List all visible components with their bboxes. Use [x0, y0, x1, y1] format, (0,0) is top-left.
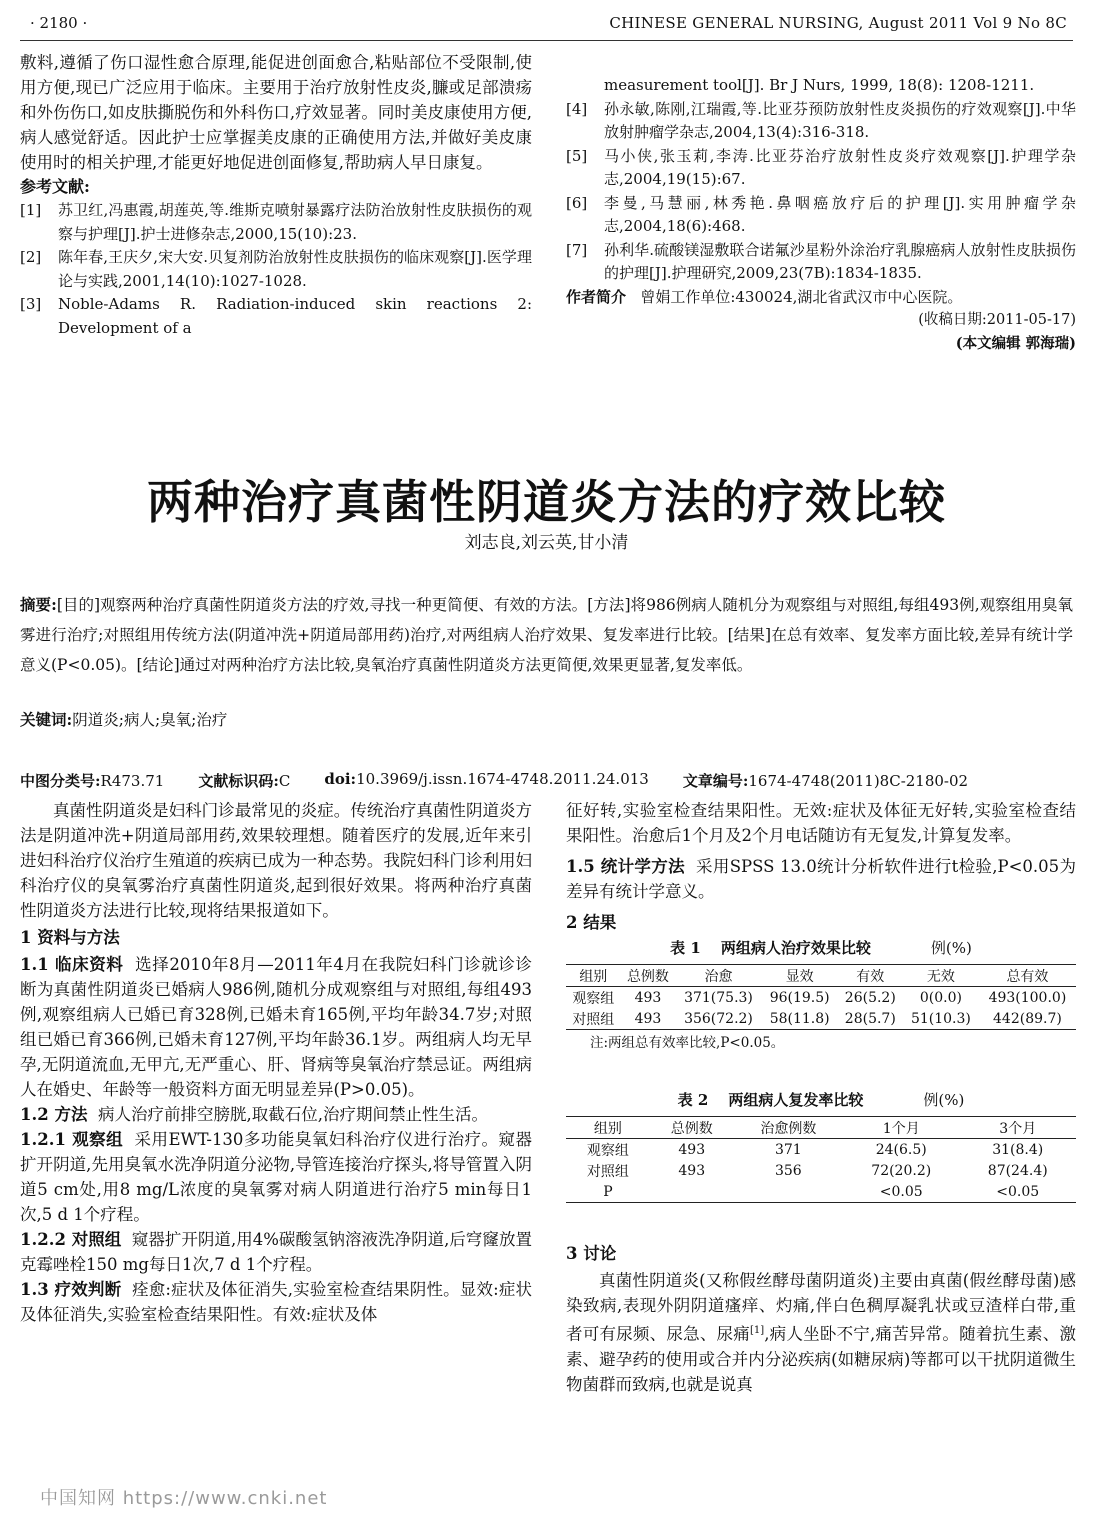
table-1-cell: 51(10.3)	[910, 1010, 971, 1027]
table-1-row	[566, 1008, 1076, 1030]
table-2-cell: 493	[678, 1162, 706, 1179]
table-2-caption: 表 2 两组病人复发率比较 例(%)	[677, 1091, 965, 1109]
table-2-cell: P	[603, 1183, 613, 1200]
section-2-heading: 2 结果	[566, 913, 617, 932]
prev-article-left	[20, 50, 532, 340]
table-2-cell: 24(6.5)	[875, 1141, 927, 1158]
keywords-label: 关键词:	[20, 710, 73, 729]
table-2-header-cell: 总例数	[670, 1120, 713, 1137]
abstract-text: [目的]观察两种治疗真菌性阴道炎方法的疗效,寻找一种更简便、有效的方法。[方法]将986例病人随机分为观察组与对照组,每组493例,观察组用臭氧雾进行治疗;对照组用传统方法(阴道冲洗+阴道局部用药)治疗,对两组病人治疗效果、复发率进行比较。[结果]在总有效率、复发率方面比较,差异有统计学意义(P<0.05)。[结论]通过对两种治疗方法比较,臭氧治疗真菌性阴道炎方法更简便,效果更显著,复发率低。	[20, 596, 1073, 674]
table-2-cell: 356	[774, 1162, 802, 1179]
doi: doi:10.3969/j.issn.1674-4748.2011.24.013	[324, 770, 649, 788]
ref-3-continued: measurement tool[J]. Br J Nurs, 1999, 18(8): 1208-1211.	[604, 76, 1035, 94]
reference-item: [3] Noble-Adams R. Radiation-induced skin reactions 2: Development of a	[20, 295, 532, 337]
table-2-cell: 72(20.2)	[871, 1162, 932, 1179]
table-1-header-cell: 无效	[926, 968, 955, 985]
abstract	[20, 590, 1073, 680]
table-2-cell: 371	[774, 1141, 802, 1158]
cnki-watermark: 中国知网 https://www.cnki.net	[40, 1488, 328, 1509]
table-1-cell: 58(11.8)	[769, 1010, 830, 1027]
table-2-header-cell: 1个月	[882, 1120, 920, 1137]
table-1-header-cell: 显效	[785, 968, 814, 985]
table-1-header-cell: 总例数	[626, 968, 669, 985]
editor-note: (本文编辑 郭海瑞)	[955, 334, 1076, 352]
table-1-cell: 0(0.0)	[919, 989, 962, 1006]
reference-item: [4] 孙永敏,陈刚,江瑞霞,等.比亚芬预防放射性皮炎损伤的疗效观察[J].中华放射肿瘤学杂志,2004,13(4):316-318.	[566, 99, 1076, 141]
doc-code: 文献标识码:C	[198, 772, 291, 790]
author-bio	[566, 286, 1076, 309]
table-1-header-cell: 组别	[579, 968, 608, 985]
table-1-header-cell: 有效	[856, 968, 885, 985]
discussion-paragraph: 真菌性阴道炎(又称假丝酵母菌阴道炎)主要由真菌(假丝酵母菌)感染致病,表现外阴阴道瘙痒、灼痛,伴白色稠厚凝乳状或豆渣样白带,重者可有尿频、尿急、尿痛[1],病人坐卧不宁,痛苦异常。随着抗生素、激素、避孕药的使用或合并内分泌疾病(如糖尿病)等都可以干扰阴道微生物菌群而致病,也就是说真	[566, 1271, 1077, 1394]
table-2-cell: 87(24.4)	[987, 1162, 1048, 1179]
table-2-row	[566, 1160, 1076, 1181]
table-2	[566, 1089, 1076, 1203]
table-2-cell: <0.05	[879, 1183, 923, 1200]
refs-right	[566, 98, 1076, 286]
table-2-row	[566, 1181, 1076, 1203]
reference-item: [6] 李曼,马慧丽,林秀艳.鼻咽癌放疗后的护理[J].实用肿瘤学杂志,2004,18(6):468.	[566, 193, 1076, 235]
table-1-caption: 表 1 两组病人治疗效果比较 例(%)	[670, 939, 972, 957]
article-number: 文章编号:1674-4748(2011)8C-2180-02	[682, 772, 969, 790]
header-rule	[20, 40, 1073, 41]
refs-left	[20, 199, 532, 340]
abstract-label: 摘要:	[20, 595, 57, 614]
journal-header: CHINESE GENERAL NURSING, August 2011 Vol 9 No 8C	[609, 14, 1067, 32]
page-number: · 2180 ·	[30, 14, 88, 32]
table-1-row	[566, 987, 1076, 1009]
table-2-header-cell: 组别	[593, 1120, 622, 1137]
table-1-header-cell: 总有效	[1006, 968, 1049, 985]
table-2-cell: 31(8.4)	[992, 1141, 1044, 1158]
section-1-2-1: 1.2.1 观察组 采用EWT-130多功能臭氧妇科治疗仪进行治疗。窥器扩开阴道,先用臭氧水洗净阴道分泌物,导管连接治疗探头,将导管置入阴道5 cm处,用8 mg/L浓度的臭氧雾对病人阴道进行治疗5 min每日1次,5 d 1个疗程。	[20, 1130, 532, 1224]
table-2-cell: 观察组	[586, 1142, 629, 1159]
body-right-column	[566, 798, 1076, 1397]
author-bio-text: 曾娟工作单位:430024,湖北省武汉市中心医院。	[640, 287, 963, 306]
section-1-2: 1.2 方法 病人治疗前排空膀胱,取截石位,治疗期间禁止性生活。	[20, 1105, 488, 1124]
intro-paragraph: 真菌性阴道炎是妇科门诊最常见的炎症。传统治疗真菌性阴道炎方法是阴道冲洗+阴道局部用药,效果较理想。随着医疗的发展,近年来引进妇科治疗仪治疗生殖道的疾病已成为一种态势。我院妇科门诊利用妇科治疗仪的臭氧雾治疗真菌性阴道炎,起到很好效果。将两种治疗真菌性阴道炎方法进行比较,现将结果报道如下。	[20, 801, 532, 920]
reference-item: [2] 陈年春,王庆夕,宋大安.贝复剂防治放射性皮肤损伤的临床观察[J].医学理论与实践,2001,14(10):1027-1028.	[20, 248, 532, 290]
reference-item: [5] 马小侠,张玉莉,李涛.比亚芬治疗放射性皮炎疗效观察[J].护理学杂志,2004,19(15):67.	[566, 146, 1076, 188]
table-1-cell: 493(100.0)	[988, 989, 1067, 1006]
table-1-cell: 493	[634, 989, 662, 1006]
table-1-cell: 对照组	[572, 1011, 615, 1028]
table-2-header-cell: 3个月	[999, 1120, 1037, 1137]
section-1-3-continued: 征好转,实验室检查结果阳性。无效:症状及体征无好转,实验室检查结果阳性。治愈后1个月及2个月电话随访有无复发,计算复发率。	[566, 801, 1076, 845]
section-1-heading: 1 资料与方法	[20, 928, 120, 947]
section-1-1: 1.1 临床资料 选择2010年8月—2011年4月在我院妇科门诊就诊诊断为真菌性阴道炎已婚病人986例,随机分成观察组与对照组,每组493例,观察组病人已婚已育328例,已婚未育165例,平均年龄34.7岁;对照组已婚已育366例,已婚未育127例,平均年龄36.1岁。两组病人均无早孕,无阴道流血,无甲亢,无严重心、肝、肾病等臭氧治疗禁忌证。两组病人在婚史、年龄等一般资料方面无明显差异(P>0.05)。	[20, 955, 532, 1099]
keywords-text: 阴道炎;病人;臭氧;治疗	[72, 711, 228, 729]
table-1-cell: 356(72.2)	[684, 1010, 753, 1027]
body-left-column	[20, 798, 532, 1327]
table-2-header-cell: 治愈例数	[760, 1120, 817, 1137]
table-1-cell: 96(19.5)	[769, 989, 830, 1006]
table-1	[566, 937, 1076, 1051]
table-1-header-cell: 治愈	[704, 968, 733, 985]
table-1-note: 注:两组总有效率比较,P<0.05。	[590, 1034, 785, 1051]
table-2-cell: 对照组	[586, 1163, 629, 1180]
table-1-cell: 493	[634, 1010, 662, 1027]
article-title: 两种治疗真菌性阴道炎方法的疗效比较	[147, 475, 946, 529]
table-1-cell: 26(5.2)	[844, 989, 896, 1006]
section-1-2-2: 1.2.2 对照组 窥器扩开阴道,用4%碳酸氢钠溶液洗净阴道,后穹窿放置克霉唑栓150 mg每日1次,7 d 1个疗程。	[20, 1230, 532, 1274]
cls-number: 中图分类号:R473.71	[20, 772, 165, 790]
section-1-3: 1.3 疗效判断 痊愈:症状及体征消失,实验室检查结果阴性。显效:症状及体征消失,实验室检查结果阳性。有效:症状及体	[20, 1280, 532, 1324]
reference-item: [1] 苏卫红,冯惠霞,胡莲英,等.维斯克喷射暴露疗法防治放射性皮肤损伤的观察与护理[J].护士进修杂志,2000,15(10):23.	[20, 201, 532, 243]
prev-conclusion: 敷料,遵循了伤口湿性愈合原理,能促进创面愈合,粘贴部位不受限制,使用方便,现已广泛应用于临床。主要用于治疗放射性皮炎,臁或足部溃疡和外伤伤口,如皮肤撕脱伤和外科伤口,疗效显著。同时美皮康使用方便,病人感觉舒适。因此护士应掌握美皮康的正确使用方法,并做好美皮康使用时的相关护理,才能更好地促进创面修复,帮助病人早日康复。	[20, 53, 532, 172]
table-2-row	[566, 1139, 1076, 1161]
table-2-cell: 493	[678, 1141, 706, 1158]
table-2-cell	[650, 1181, 734, 1203]
table-2-cell: <0.05	[996, 1183, 1040, 1200]
table-1-cell: 观察组	[572, 990, 615, 1007]
classification-line	[20, 770, 968, 791]
refs-title: 参考文献:	[20, 177, 90, 196]
prev-article-right	[566, 74, 1076, 355]
received-date: (收稿日期:2011-05-17)	[918, 311, 1076, 328]
section-1-5: 1.5 统计学方法 采用SPSS 13.0统计分析软件进行t检验,P<0.05为差异有统计学意义。	[566, 857, 1076, 901]
keywords	[20, 708, 227, 730]
section-3-heading: 3 讨论	[566, 1244, 617, 1263]
table-1-cell: 371(75.3)	[684, 989, 753, 1006]
table-2-cell	[734, 1181, 843, 1203]
table-1-cell: 442(89.7)	[993, 1010, 1062, 1027]
author-bio-label: 作者简介	[566, 287, 627, 306]
table-1-cell: 28(5.7)	[844, 1010, 896, 1027]
reference-item: [7] 孙利华.硫酸镁湿敷联合诺氟沙星粉外涂治疗乳腺癌病人放射性皮肤损伤的护理[J].护理研究,2009,23(7B):1834-1835.	[566, 240, 1076, 282]
article-authors: 刘志良,刘云英,甘小清	[464, 533, 629, 553]
